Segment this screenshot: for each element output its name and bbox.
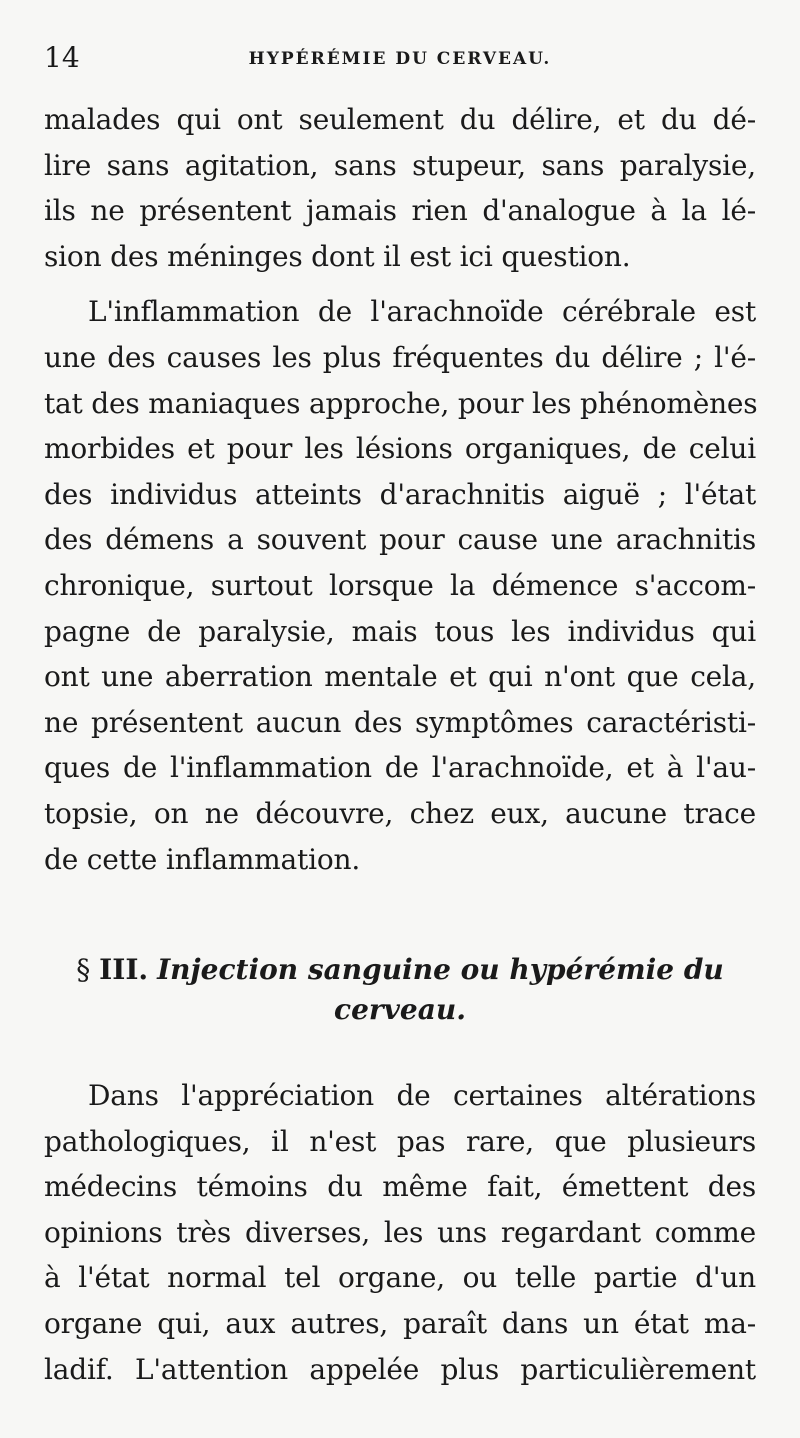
page-number: 14 [44, 41, 80, 74]
text-line: ques de l'inflammation de l'arachnoïde, et à l'au- [44, 751, 756, 785]
text-line: ils ne présentent jamais rien d'analogue à la lé- [44, 194, 756, 228]
text-line: Dans l'appréciation de certaines altérations [88, 1079, 756, 1112]
text-line: une des causes les plus fréquentes du délire ; l'é- [44, 340, 756, 374]
text-line: lire sans agitation, sans stupeur, sans paralysie, [44, 148, 756, 182]
text-line: opinions très diverses, les uns regardant comme [44, 1215, 756, 1249]
body-text-after-section [44, 1073, 756, 1392]
running-title: HYPÉRÉMIE DU CERVEAU. [248, 49, 552, 69]
running-head [44, 40, 756, 76]
text-line: sion des méninges dont il est ici question. [44, 239, 631, 273]
text-line: ladif. L'attention appelée plus particulièrement [44, 1352, 756, 1386]
text-line: chronique, surtout lorsque la démence s'accom- [44, 568, 756, 602]
paragraph-3 [44, 1073, 756, 1392]
text-line: malades qui ont seulement du délire, et du dé- [44, 103, 756, 136]
text-line: ne présentent aucun des symptômes caractéristi- [44, 705, 756, 739]
text-line: organe qui, aux autres, paraît dans un état ma- [44, 1306, 756, 1340]
section-title-part-2: cerveau. [334, 993, 466, 1026]
section-heading [44, 950, 756, 1030]
text-line: tat des maniaques approche, pour les phénomènes [44, 386, 758, 420]
text-line: médecins témoins du même fait, émettent des [44, 1170, 756, 1204]
text-line: pagne de paralysie, mais tous les individus qui [44, 614, 756, 648]
text-line: des individus atteints d'arachnitis aiguë ; l'état [44, 477, 756, 511]
section-title-part-1: Injection sanguine ou hypérémie du [157, 953, 724, 986]
text-line: L'inflammation de l'arachnoïde cérébrale est [88, 295, 756, 329]
text-line: pathologiques, il n'est pas rare, que plusieurs [44, 1124, 756, 1158]
paragraph-2 [44, 289, 756, 882]
paragraph-1 [44, 97, 756, 279]
section-heading-line-1 [44, 950, 756, 990]
section-number: III. [99, 953, 149, 986]
text-line: à l'état normal tel organe, ou telle partie d'un [44, 1261, 756, 1295]
text-line: de cette inflammation. [44, 842, 361, 876]
body-text-before-section [44, 97, 756, 882]
text-line: topsie, on ne découvre, chez eux, aucune trace [44, 796, 756, 830]
text-line: morbides et pour les lésions organiques, de celui [44, 432, 756, 466]
text-line: ont une aberration mentale et qui n'ont que cela, [44, 660, 756, 694]
section-mark: § [76, 953, 91, 986]
text-line: des démens a souvent pour cause une arachnitis [44, 523, 756, 557]
